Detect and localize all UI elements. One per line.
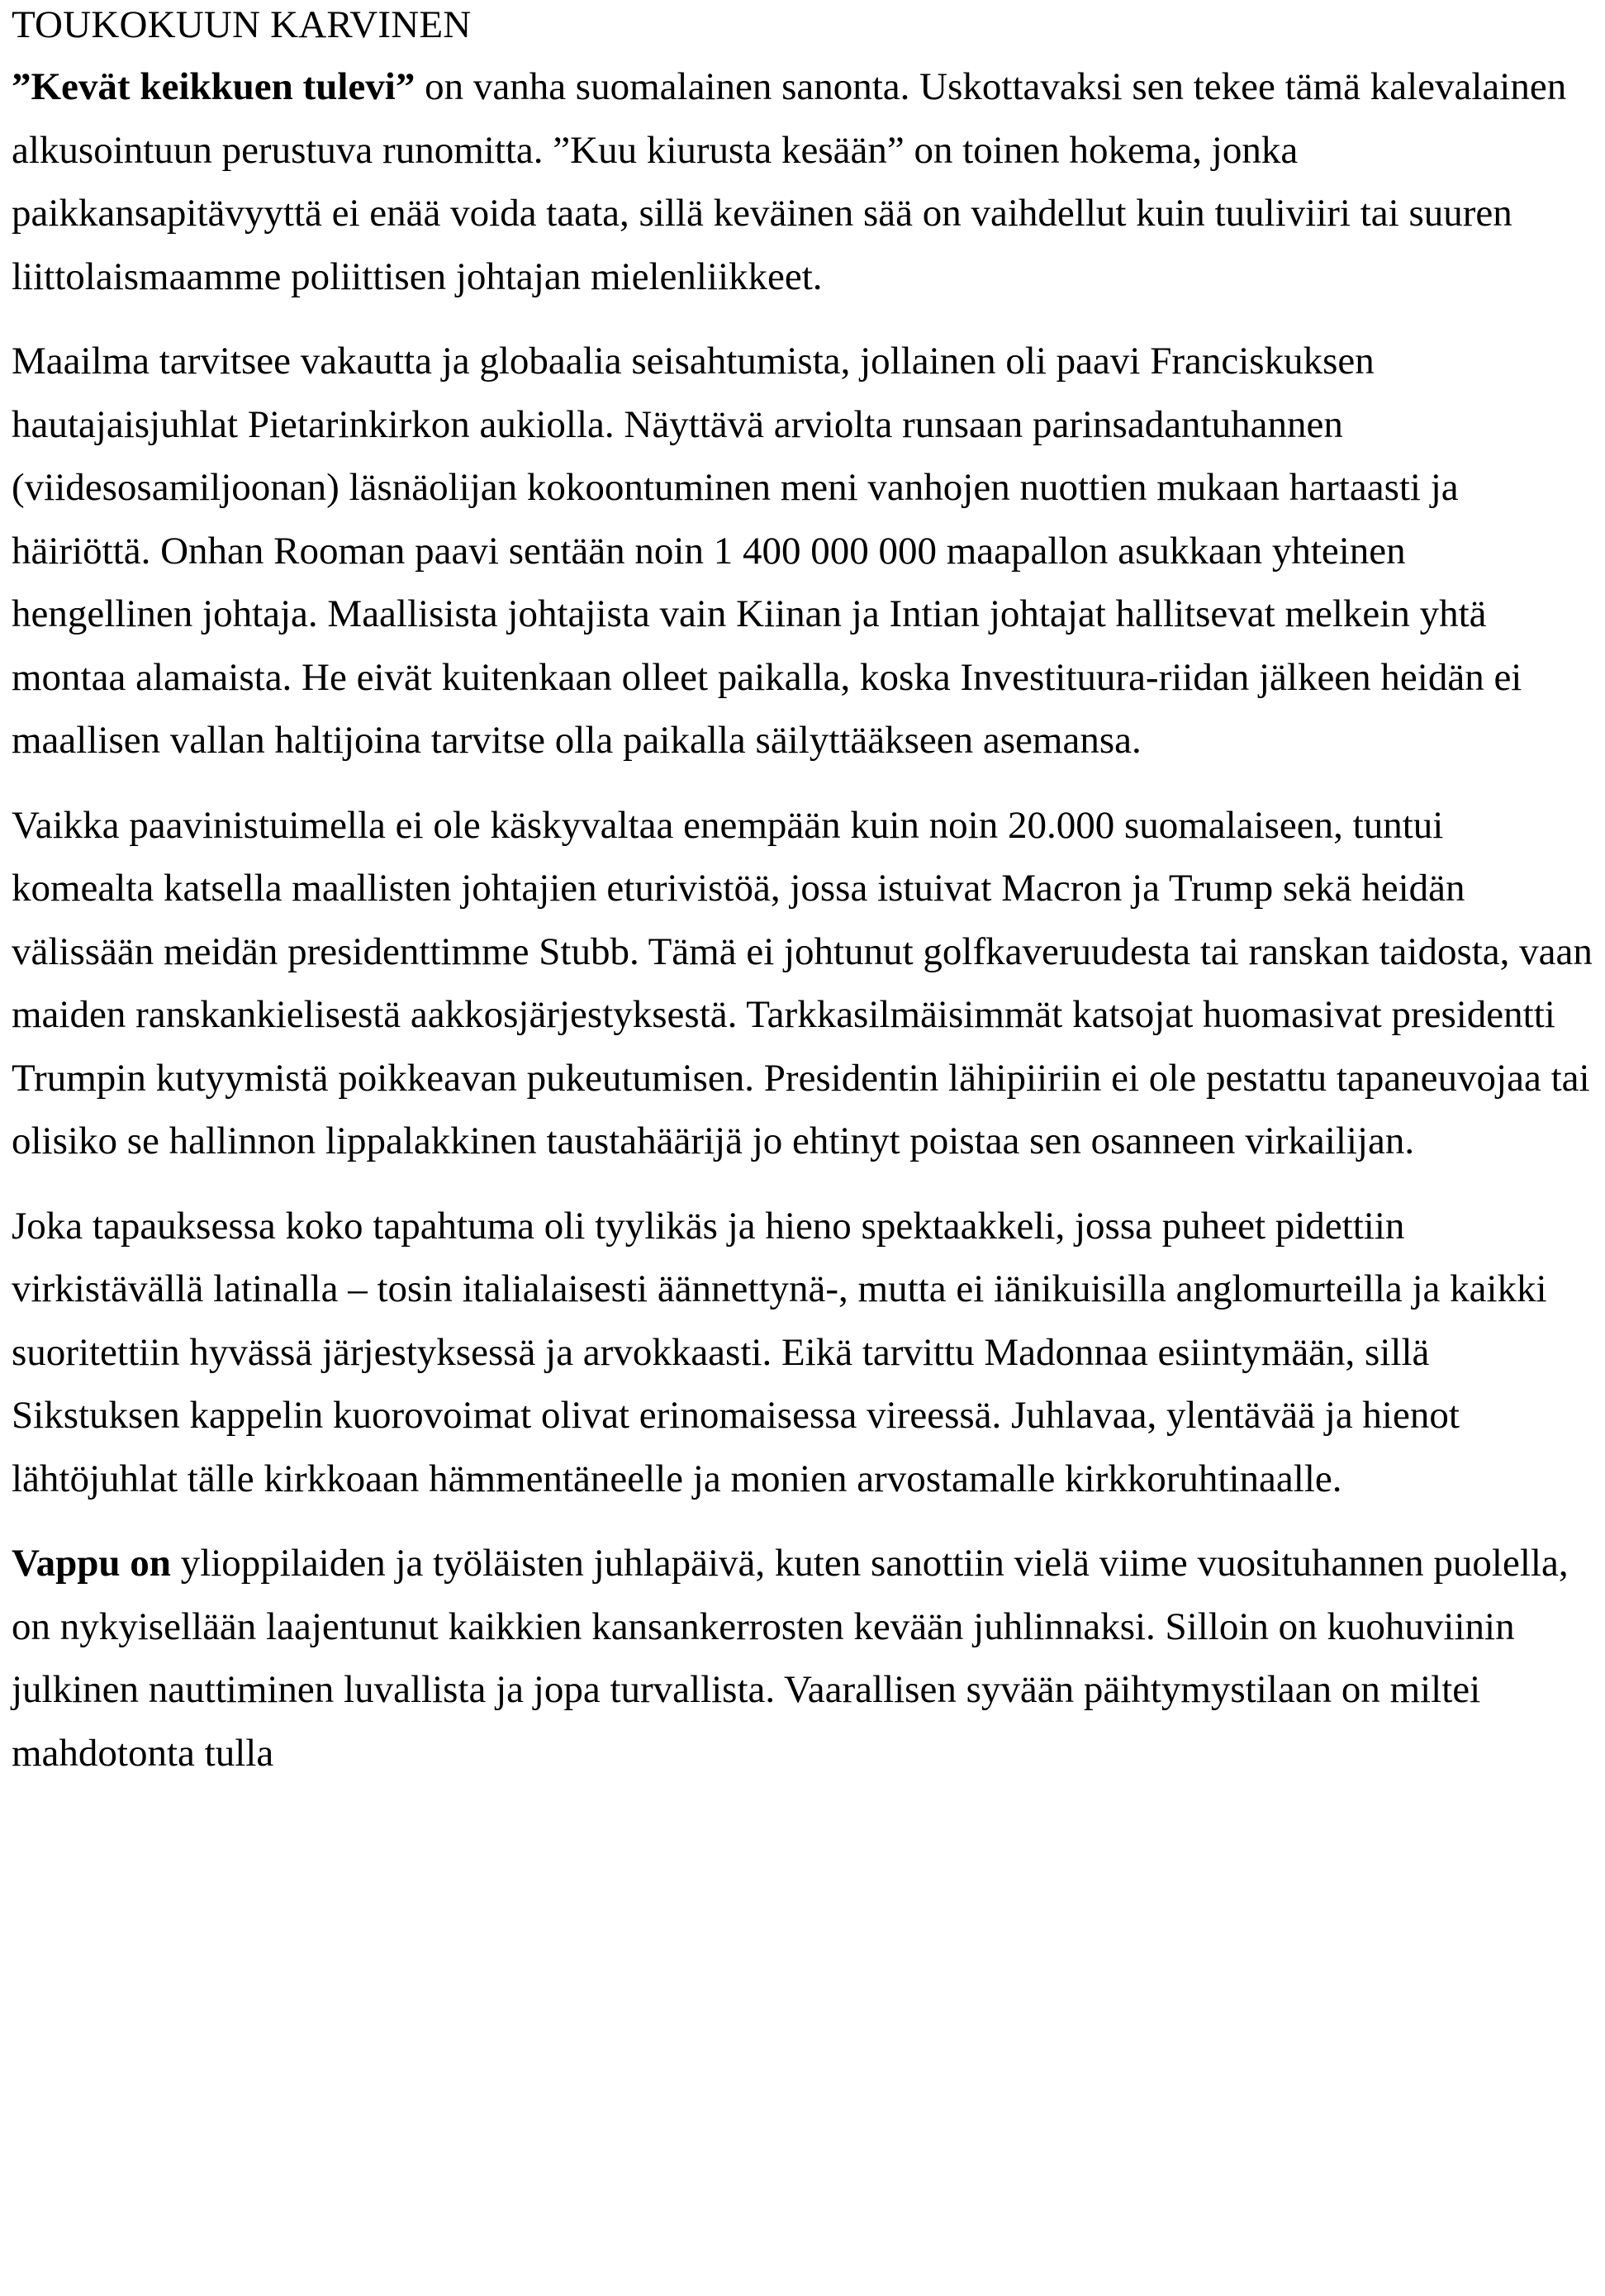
paragraph-5: [12, 1532, 1593, 1785]
paragraph-5-lead: Vappu on: [12, 1542, 171, 1585]
paragraph-1-lead: ”Kevät keikkuen tulevi”: [12, 65, 415, 108]
paragraph-3: [12, 794, 1593, 1173]
article-title: TOUKOKUUN KARVINEN: [12, 3, 472, 46]
paragraph-1: [12, 55, 1593, 308]
paragraph-2-text: Maailma tarvitsee vakautta ja globaalia seisahtumista, jollainen oli paavi Franciskuksen hautajaisjuhlat Pietarinkirkon aukiolla. Näyttävä arviolta runsaan parinsadantuhannen (viidesosamiljoonan) läsnäolijan kokoontuminen meni vanhojen nuottien mukaan hartaasti ja häiriöttä. Onhan Rooman paavi sentään noin 1 400 000 000 maapallon asukkaan yhteinen hengellinen johtaja. Maallisista johtajista vain Kiinan ja Intian johtajat hallitsevat melkein yhtä montaa alamaista. He eivät kuitenkaan olleet paikalla, koska Investituura-riidan jälkeen heidän ei maallisen vallan haltijoina tarvitse olla paikalla säilyttääkseen asemansa.: [12, 340, 1522, 762]
paragraph-3-text: Vaikka paavinistuimella ei ole käskyvaltaa enempään kuin noin 20.000 suomalaiseen, tuntui komealta katsella maallisten johtajien eturivistöä, jossa istuivat Macron ja Trump sekä heidän välissään meidän presidenttimme Stubb. Tämä ei johtunut golfkaveruudesta tai ranskan taidosta, vaan maiden ranskankielisestä aakkosjärjestyksestä. Tarkkasilmäisimmät katsojat huomasivat presidentti Trumpin kutyymistä poikkeavan pukeutumisen. Presidentin lähipiiriin ei ole pestattu tapaneuvojaa tai olisiko se hallinnon lippalakkinen taustahäärijä jo ehtinyt poistaa sen osanneen virkailijan.: [12, 803, 1593, 1162]
paragraph-5-text: ylioppilaiden ja työläisten juhlapäivä, kuten sanottiin vielä viime vuosituhannen puolella, on nykyisellään laajentunut kaikkien kansankerrosten kevään juhlinnaksi. Silloin on kuohuviinin julkinen nauttiminen luvallista ja jopa turvallista. Vaarallisen syvään päihtymystilaan on miltei mahdotonta tulla: [12, 1542, 1569, 1775]
article: [12, 0, 1593, 1806]
paragraph-4-text: Joka tapauksessa koko tapahtuma oli tyylikäs ja hieno spektaakkeli, jossa puheet pidettiin virkistävällä latinalla – tosin italialaisesti äännettynä-, mutta ei iänikuisilla anglomurteilla ja kaikki suoritettiin hyvässä järjestyksessä ja arvokkaasti. Eikä tarvittu Madonnaa esiintymään, sillä Sikstuksen kappelin kuorovoimat olivat erinomaisessa vireessä. Juhlavaa, ylentävää ja hienot lähtöjuhlat tälle kirkkoaan hämmentäneelle ja monien arvostamalle kirkkoruhtinaalle.: [12, 1204, 1547, 1500]
paragraph-1-text: on vanha suomalainen sanonta. Uskottavaksi sen tekee tämä kalevalainen alkusointuun perustuva runomitta. ”Kuu kiurusta kesään” on toinen hokema, jonka paikkansapitävyyttä ei enää voida taata, sillä keväinen sää on vaihdellut kuin tuuliviiri tai suuren liittolaismaamme poliittisen johtajan mielenliikkeet.: [12, 65, 1567, 298]
paragraph-4: [12, 1195, 1593, 1511]
paragraph-2: [12, 330, 1593, 772]
